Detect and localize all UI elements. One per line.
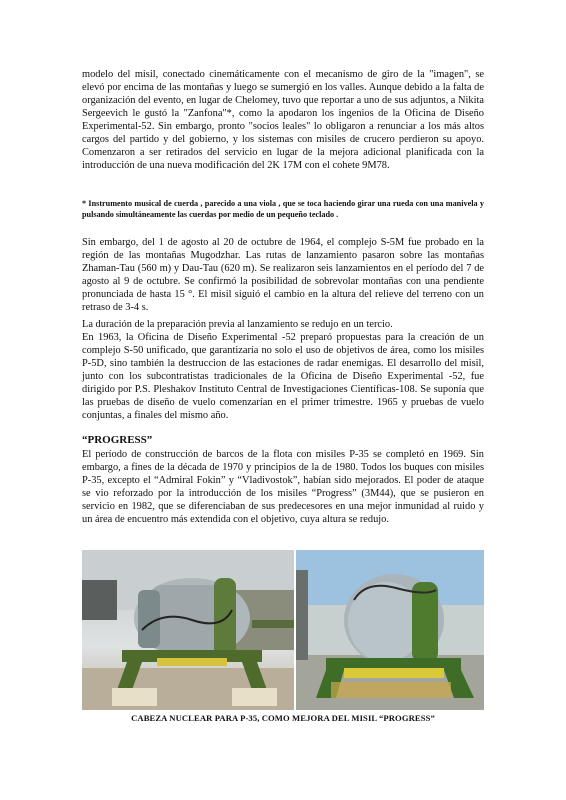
paragraph-2 [82,236,484,314]
paragraph-2-text: Sin embargo, del 1 de agosto al 20 de octubre de 1964, el complejo S-5M fue probado en la región de las montañas Mugodzhar. Las rutas de lanzamiento pasaron sobre las montañas Zhaman-Tau (560 m) y Dau-Tau (620 m). Se realizaron seis lanzamientos en el período del 7 de agosto al 9 de octubre. Se confirmó la posibilidad de sobrevolar montañas con una pendiente pronunciada de hasta 15 °. El misil siguió el cambio en la altura del relieve del terreno con un retraso de 3-4 s. [82,237,484,313]
footnote: * Instrumento musical de cuerda , parecido a una viola , que se toca haciendo girar una rueda con una manivela y pulsando simultáneamente las cuerdas por medio de un pequeño teclado . [82,199,484,219]
paragraph-1-text: modelo del misil, conectado cinemáticamente con el mecanismo de giro de la "imagen", se elevó por encima de las montañas y luego se sumergió en los valles. Aunque debido a la falta de organización del evento, en lugar de Chelomey, tuvo que reportar a uno de sus adjuntos, a Nikita Sergeevich le gustó la "Zanfona"*, como la apodaron los ingenios de la Oficina de Diseño Experimental-52. Sin embargo, pronto "socios leales" lo obligaron a renunciar a los más altos cargos del partido y del gobierno, y los sistemas con misiles de crucero perdieron su apoyo. Comenzaron a ser retirados del servicio en lugar de la mejora adicional planificada con la introducción de una nueva modificación del 2K 17M con el cohete 9M78. [82,69,484,171]
paragraph-3-text: La duración de la preparación previa al lanzamiento se redujo en un tercio. [82,319,393,330]
section-heading: “PROGRESS” [82,434,153,446]
paragraph-4-text: En 1963, la Oficina de Diseño Experimental -52 preparó propuestas para la creación de un complejo S-50 unificado, que garantizaría no solo el uso de objetivos de área, como los misiles P-5D, sino también la destruccion de las estaciones de radar enemigas. El desarrollo del misil, junto con los subcontratistas tradicionales de la Oficina de Diseño Experimental -52, fue dirigido por P.S. Pleshakov Instituto Central de Investigaciones Científicas-108. Se suponía que las pruebas de diseño de vuelo comenzarían en el primer trimestre. 1965 y pruebas de vuelo conjuntas, a finales del mismo año. [82,332,484,421]
paragraph-3 [82,318,484,331]
paragraph-5-text: El período de construcción de barcos de la flota con misiles P-35 se completó en 1969. Sin embargo, a fines de la década de 1970 y principios de la de 1980. Todos los buques con misiles P-35, excepto el “Admiral Fokin” y “Vladivostok”, habían sido mejorados. El poder de ataque se vio reforzado por la introducción de los misiles “Progress” (3M44), que se pusieron en servicio en 1982, que se diferenciaban de sus predecesores en una mejor inmunidad al ruido y un área de encuentro más extendida con el objetivo, cuya altura se redujo. [82,449,484,525]
paragraph-5 [82,448,484,526]
figure-caption: CABEZA NUCLEAR PARA P-35, COMO MEJORA DEL MISIL “PROGRESS” [131,713,435,723]
warhead-photo-right [296,550,484,710]
paragraph-4 [82,331,484,422]
warhead-photo-left [82,550,294,710]
paragraph-1 [82,68,484,172]
